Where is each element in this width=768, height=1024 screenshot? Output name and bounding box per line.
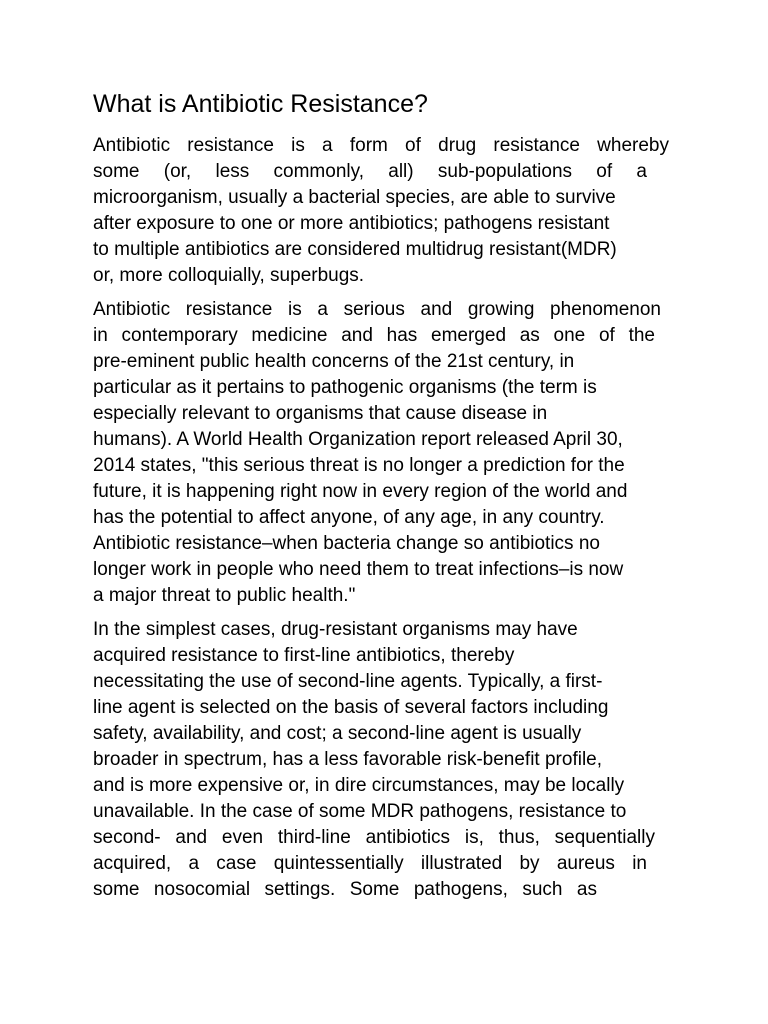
paragraph-1-line: microorganism, usually a bacterial species, are able to survive	[93, 187, 616, 208]
paragraph-3-line: second- and even third-line antibiotics is, thus, sequentially	[93, 827, 655, 848]
paragraph-3-line: necessitating the use of second-line agents. Typically, a first-	[93, 671, 603, 692]
paragraph-3-line: some nosocomial settings. Some pathogens, such as	[93, 879, 597, 900]
paragraph-2-line: pre-eminent public health concerns of the 21st century, in	[93, 351, 575, 372]
paragraph-2-line: a major threat to public health."	[93, 585, 356, 606]
paragraph-2-line: has the potential to affect anyone, of any age, in any country.	[93, 507, 605, 528]
paragraph-2-line: particular as it pertains to pathogenic organisms (the term is	[93, 377, 597, 398]
paragraph-2-line: future, it is happening right now in every region of the world and	[93, 481, 628, 502]
page-title: What is Antibiotic Resistance?	[93, 90, 428, 118]
paragraph-3-line: acquired resistance to first-line antibiotics, thereby	[93, 645, 515, 666]
paragraph-1-line: to multiple antibiotics are considered multidrug resistant(MDR)	[93, 239, 617, 260]
paragraph-3-line: unavailable. In the case of some MDR pathogens, resistance to	[93, 801, 627, 822]
paragraph-3-line: safety, availability, and cost; a second-line agent is usually	[93, 723, 582, 744]
paragraph-2-line: Antibiotic resistance–when bacteria change so antibiotics no	[93, 533, 600, 554]
paragraph-1-line: after exposure to one or more antibiotics; pathogens resistant	[93, 213, 610, 234]
paragraph-3-line: line agent is selected on the basis of several factors including	[93, 697, 609, 718]
paragraph-2-line: longer work in people who need them to treat infections–is now	[93, 559, 624, 580]
paragraph-2-line: humans). A World Health Organization report released April 30,	[93, 429, 623, 450]
paragraph-1-line: some (or, less commonly, all) sub-populations of a	[93, 161, 647, 182]
paragraph-3-line: In the simplest cases, drug-resistant organisms may have	[93, 619, 578, 640]
paragraph-2-line: 2014 states, "this serious threat is no longer a prediction for the	[93, 455, 625, 476]
paragraph-2-line: in contemporary medicine and has emerged as one of the	[93, 325, 655, 346]
paragraph-3-line: acquired, a case quintessentially illustrated by aureus in	[93, 853, 647, 874]
paragraph-3-line: broader in spectrum, has a less favorable risk-benefit profile,	[93, 749, 603, 770]
paragraph-1-line: or, more colloquially, superbugs.	[93, 265, 365, 286]
paragraph-3-line: and is more expensive or, in dire circumstances, may be locally	[93, 775, 625, 796]
paragraph-1-line: Antibiotic resistance is a form of drug resistance whereby	[93, 135, 669, 156]
paragraph-2-line: Antibiotic resistance is a serious and growing phenomenon	[93, 299, 661, 320]
paragraph-2-line: especially relevant to organisms that cause disease in	[93, 403, 548, 424]
